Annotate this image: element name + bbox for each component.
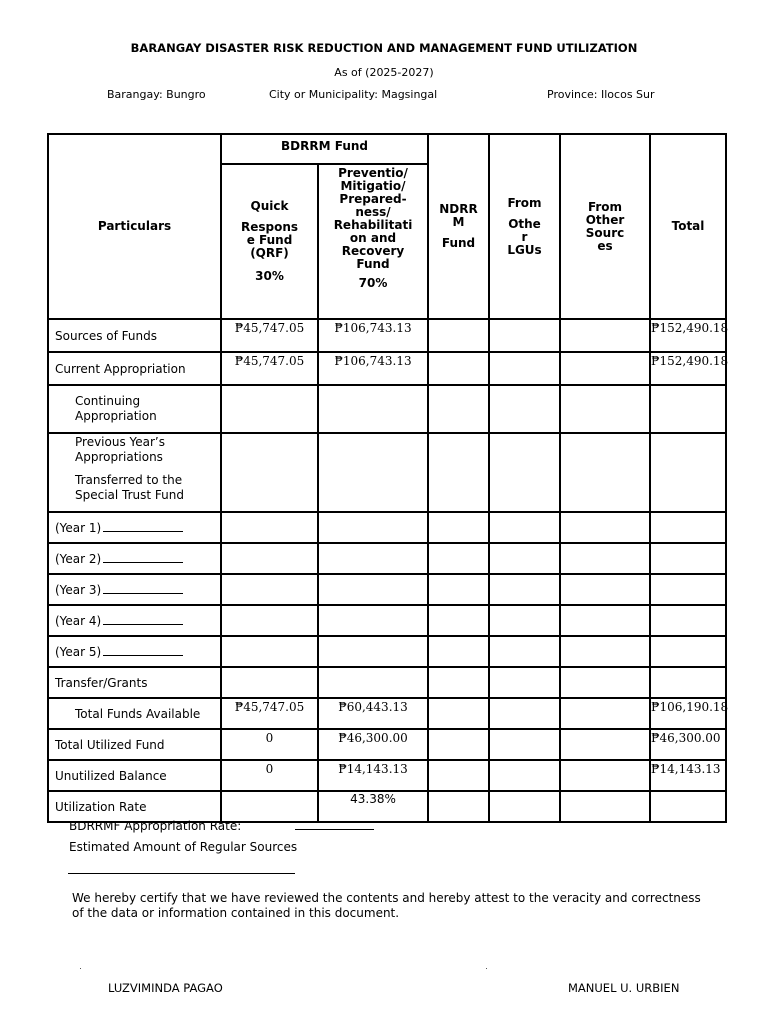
row-label: (Year 4): [48, 605, 221, 636]
header-qrf: Quick Respons e Fund (QRF) 30%: [221, 164, 318, 319]
header-ndrrm-fund: NDRR M Fund: [428, 134, 489, 319]
table-row: [48, 636, 726, 667]
regular-sources-label: Estimated Amount of Regular Sources: [69, 840, 298, 854]
cell-value: ₱60,443.13: [318, 698, 428, 729]
certification-statement: We hereby certify that we have reviewed the contents and hereby attest to the veracity and correctness of the data or information contained in this document.: [72, 891, 701, 920]
row-label: (Year 2): [48, 543, 221, 574]
row-label: (Year 5): [48, 636, 221, 667]
row-label: (Year 3): [48, 574, 221, 605]
as-of-period: As of (2025-2027): [334, 66, 434, 79]
table-row: [48, 543, 726, 574]
cell-value: 0: [221, 729, 318, 760]
row-label: Total Utilized Fund: [48, 729, 221, 760]
table-row: [48, 605, 726, 636]
cell-value: ₱152,490.18: [650, 352, 726, 385]
cell-value: ₱45,747.05: [221, 698, 318, 729]
row-label: Previous Year’s Appropriations Transferred to the Special Trust Fund: [48, 433, 221, 512]
cell-value: 0: [221, 760, 318, 791]
document-title: BARANGAY DISASTER RISK REDUCTION AND MANAGEMENT FUND UTILIZATION: [130, 41, 638, 55]
table-row: [48, 433, 726, 512]
cell-value: ₱45,747.05: [221, 319, 318, 352]
table-row: [48, 698, 726, 729]
cell-value: ₱106,743.13: [318, 352, 428, 385]
appropriation-rate-blank: [295, 829, 374, 830]
header-particulars: Particulars: [48, 134, 221, 319]
cell-value: ₱46,300.00: [650, 729, 726, 760]
cell-value: ₱152,490.18: [650, 319, 726, 352]
table-row: [48, 729, 726, 760]
row-label: Continuing Appropriation: [48, 385, 221, 433]
signatory-right: MANUEL U. URBIEN: [568, 981, 680, 995]
cell-value: ₱46,300.00: [318, 729, 428, 760]
row-label: Transfer/Grants: [48, 667, 221, 698]
province-label: Province: Ilocos Sur: [547, 88, 655, 101]
cell-value: ₱106,743.13: [318, 319, 428, 352]
header-prevention-fund: Preventio/ Mitigatio/ Prepared- ness/ Rehabilitati on and Recovery Fund 70%: [318, 164, 428, 319]
barangay-label: Barangay: Bungro: [107, 88, 206, 101]
table-row: [48, 352, 726, 385]
row-label: Sources of Funds: [48, 319, 221, 352]
table-row: [48, 791, 726, 822]
row-label: (Year 1): [48, 512, 221, 543]
header-bdrrm-fund: BDRRM Fund: [221, 134, 428, 164]
appropriation-rate-label: BDRRMF Appropriation Rate:: [69, 819, 242, 833]
table-row: [48, 385, 726, 433]
signatory-left: LUZVIMINDA PAGAO: [108, 981, 223, 995]
table-row: [48, 512, 726, 543]
table-row: [48, 760, 726, 791]
cell-value: ₱14,143.13: [318, 760, 428, 791]
table-row: [48, 574, 726, 605]
row-label: Total Funds Available: [48, 698, 221, 729]
cell-value: ₱106,190.18: [650, 698, 726, 729]
cell-value: ₱14,143.13: [650, 760, 726, 791]
cell-value: ₱45,747.05: [221, 352, 318, 385]
row-label: Utilization Rate: [48, 791, 221, 822]
table-row: [48, 667, 726, 698]
header-other-lgus: From Othe r LGUs: [489, 134, 560, 319]
row-label: Current Appropriation: [48, 352, 221, 385]
utilization-rate-value: 43.38%: [318, 791, 428, 822]
table-row: [48, 319, 726, 352]
header-other-sources: From Other Sourc es: [560, 134, 650, 319]
regular-sources-blank: [68, 873, 295, 874]
city-label: City or Municipality: Magsingal: [269, 88, 438, 101]
header-total: Total: [650, 134, 726, 319]
row-label: Unutilized Balance: [48, 760, 221, 791]
fund-utilization-table: [47, 133, 727, 823]
